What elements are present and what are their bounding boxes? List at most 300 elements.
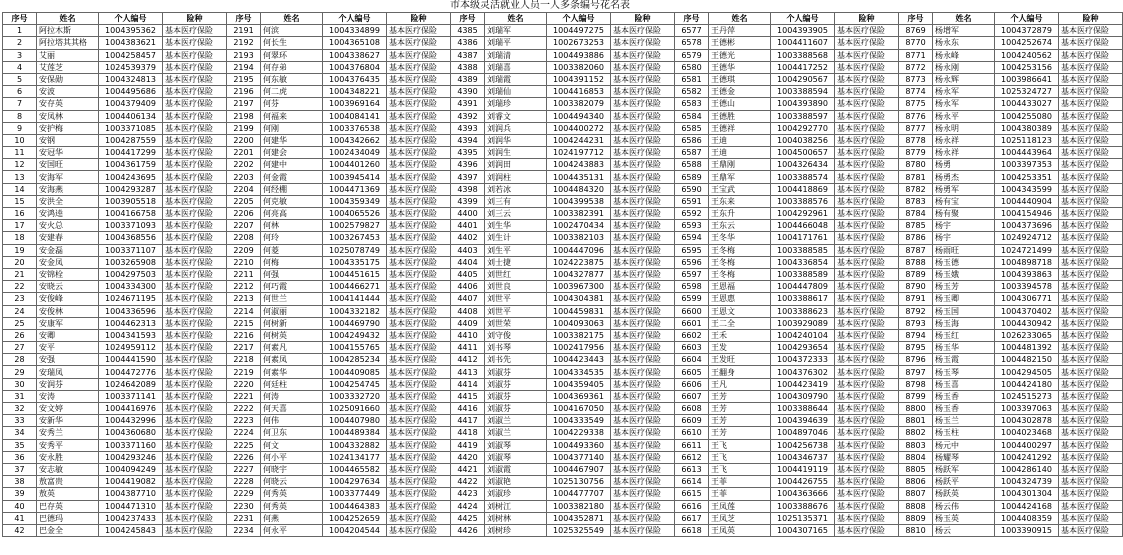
row-number-cell: 8807: [899, 488, 933, 500]
insurance-type-cell: 基本医疗保险: [611, 134, 675, 146]
personal-id-cell: 1004256738: [771, 439, 835, 451]
insurance-type-cell: 基本医疗保险: [611, 427, 675, 439]
name-cell: 何晓云: [261, 476, 323, 488]
personal-id-cell: 1004166758: [99, 208, 163, 220]
name-cell: 安凤林: [37, 110, 99, 122]
column-header: 个人编号: [995, 13, 1059, 25]
row-number-cell: 2224: [227, 427, 261, 439]
personal-id-cell: 1003382175: [547, 329, 611, 341]
insurance-type-cell: 基本医疗保险: [387, 232, 451, 244]
row-number-cell: 2212: [227, 281, 261, 293]
table-row: [3, 305, 1123, 317]
name-cell: 刘润华: [485, 134, 547, 146]
row-number-cell: 28: [3, 354, 37, 366]
insurance-type-cell: 基本医疗保险: [163, 329, 227, 341]
name-cell: 何树英: [261, 329, 323, 341]
name-cell: 杨永东: [933, 37, 995, 49]
personal-id-cell: 1025130756: [547, 476, 611, 488]
row-number-cell: 7: [3, 98, 37, 110]
name-cell: 安存英: [37, 98, 99, 110]
insurance-type-cell: 基本医疗保险: [1059, 49, 1123, 61]
personal-id-cell: 1004372879: [995, 25, 1059, 37]
row-number-cell: 29: [3, 366, 37, 378]
name-cell: 何燕: [261, 512, 323, 524]
personal-id-cell: 1004338627: [323, 49, 387, 61]
personal-id-cell: 1004334899: [323, 25, 387, 37]
name-cell: 何菱: [261, 244, 323, 256]
personal-id-cell: 1004243883: [547, 159, 611, 171]
name-cell: 刘润兵: [485, 122, 547, 134]
insurance-type-cell: 基本医疗保险: [163, 500, 227, 512]
personal-id-cell: 1004394639: [771, 415, 835, 427]
row-number-cell: 8795: [899, 342, 933, 354]
row-number-cell: 8810: [899, 524, 933, 536]
row-number-cell: 6618: [675, 524, 709, 536]
insurance-type-cell: 基本医疗保险: [1059, 159, 1123, 171]
insurance-type-cell: 基本医疗保险: [387, 293, 451, 305]
table-row: [3, 415, 1123, 427]
name-cell: 何建华: [261, 134, 323, 146]
row-number-cell: 6601: [675, 317, 709, 329]
row-number-cell: 31: [3, 390, 37, 402]
name-cell: 何廷柱: [261, 378, 323, 390]
insurance-type-cell: 基本医疗保险: [611, 403, 675, 415]
personal-id-cell: 1004324739: [995, 476, 1059, 488]
name-cell: 王德华: [709, 61, 771, 73]
personal-id-cell: 1004327877: [547, 268, 611, 280]
row-number-cell: 6: [3, 86, 37, 98]
name-cell: 何天喜: [261, 403, 323, 415]
personal-id-cell: 1004376435: [323, 73, 387, 85]
row-number-cell: 4412: [451, 354, 485, 366]
insurance-type-cell: 基本医疗保险: [163, 293, 227, 305]
personal-id-cell: 1003382391: [547, 208, 611, 220]
name-cell: 王德琪: [709, 73, 771, 85]
insurance-type-cell: 基本医疗保险: [835, 305, 899, 317]
personal-id-cell: 1004462313: [99, 317, 163, 329]
row-number-cell: 4: [3, 61, 37, 73]
row-number-cell: 2227: [227, 463, 261, 475]
insurance-type-cell: 基本医疗保险: [1059, 317, 1123, 329]
name-cell: 阿拉木斯: [37, 25, 99, 37]
insurance-type-cell: 基本医疗保险: [835, 122, 899, 134]
personal-id-cell: 1003388576: [771, 195, 835, 207]
row-number-cell: 4425: [451, 512, 485, 524]
row-number-cell: 13: [3, 171, 37, 183]
insurance-type-cell: 基本医疗保险: [163, 73, 227, 85]
name-cell: 何伟: [261, 415, 323, 427]
table-row: [3, 463, 1123, 475]
insurance-type-cell: 基本医疗保险: [1059, 183, 1123, 195]
row-number-cell: 8803: [899, 439, 933, 451]
name-cell: 王鼎军: [709, 171, 771, 183]
row-number-cell: 2231: [227, 512, 261, 524]
insurance-type-cell: 基本医疗保险: [835, 256, 899, 268]
row-number-cell: 2194: [227, 61, 261, 73]
name-cell: 王冬梅: [709, 244, 771, 256]
row-number-cell: 2203: [227, 171, 261, 183]
row-number-cell: 6596: [675, 256, 709, 268]
name-cell: 杨雨旺: [933, 244, 995, 256]
row-number-cell: 4392: [451, 110, 485, 122]
personal-id-cell: 1004297503: [99, 268, 163, 280]
insurance-type-cell: 基本医疗保险: [1059, 171, 1123, 183]
name-cell: 王德祥: [709, 122, 771, 134]
name-cell: 何滨: [261, 25, 323, 37]
name-cell: 杨勇杰: [933, 171, 995, 183]
personal-id-cell: 1003388617: [771, 293, 835, 305]
name-cell: 何翠环: [261, 49, 323, 61]
name-cell: 杨玉英: [933, 512, 995, 524]
personal-id-cell: 1004393905: [771, 25, 835, 37]
personal-id-cell: 1004451615: [323, 268, 387, 280]
personal-id-cell: 1004399538: [547, 195, 611, 207]
row-number-cell: 2195: [227, 73, 261, 85]
column-header: 序号: [675, 13, 709, 25]
personal-id-cell: 1003388594: [771, 86, 835, 98]
personal-id-cell: 1003382079: [547, 98, 611, 110]
name-cell: 安康军: [37, 317, 99, 329]
name-cell: 刘润田: [485, 159, 547, 171]
personal-id-cell: 1004443964: [995, 147, 1059, 159]
name-cell: 安海军: [37, 171, 99, 183]
personal-id-cell: 1003377449: [323, 488, 387, 500]
name-cell: 安秀平: [37, 439, 99, 451]
column-header: 序号: [227, 13, 261, 25]
row-number-cell: 4407: [451, 293, 485, 305]
name-cell: 杨玉柱: [933, 427, 995, 439]
name-cell: 何世兰: [261, 293, 323, 305]
insurance-type-cell: 基本医疗保险: [611, 122, 675, 134]
personal-id-cell: 1002673253: [547, 37, 611, 49]
insurance-type-cell: 基本医疗保险: [611, 268, 675, 280]
personal-id-cell: 1003371160: [99, 439, 163, 451]
row-number-cell: 8799: [899, 390, 933, 402]
row-number-cell: 4401: [451, 220, 485, 232]
personal-id-cell: 1004406134: [99, 110, 163, 122]
insurance-type-cell: 基本医疗保险: [163, 463, 227, 475]
personal-id-cell: 1003388585: [771, 244, 835, 256]
insurance-type-cell: 基本医疗保险: [163, 366, 227, 378]
insurance-type-cell: 基本医疗保险: [835, 147, 899, 159]
personal-id-cell: 1004304381: [547, 293, 611, 305]
insurance-type-cell: 基本医疗保险: [163, 232, 227, 244]
insurance-type-cell: 基本医疗保险: [835, 500, 899, 512]
name-cell: 杨玉德: [933, 256, 995, 268]
insurance-type-cell: 基本医疗保险: [387, 98, 451, 110]
insurance-type-cell: 基本医疗保险: [387, 415, 451, 427]
row-number-cell: 6600: [675, 305, 709, 317]
personal-id-cell: 1003388644: [771, 403, 835, 415]
insurance-type-cell: 基本医疗保险: [387, 86, 451, 98]
row-number-cell: 4424: [451, 500, 485, 512]
insurance-type-cell: 基本医疗保险: [163, 256, 227, 268]
table-row: [3, 86, 1123, 98]
row-number-cell: 6583: [675, 98, 709, 110]
insurance-type-cell: 基本医疗保险: [611, 329, 675, 341]
personal-id-cell: 1004241292: [995, 451, 1059, 463]
personal-id-cell: 1004297634: [323, 476, 387, 488]
name-cell: 杨永明: [933, 122, 995, 134]
insurance-type-cell: 基本医疗保险: [611, 281, 675, 293]
name-cell: 王迪: [709, 147, 771, 159]
row-number-cell: 4395: [451, 147, 485, 159]
row-number-cell: 18: [3, 232, 37, 244]
insurance-type-cell: 基本医疗保险: [163, 415, 227, 427]
name-cell: 何克敏: [261, 195, 323, 207]
name-cell: 王德山: [709, 98, 771, 110]
insurance-type-cell: 基本医疗保险: [835, 512, 899, 524]
table-row: [3, 488, 1123, 500]
name-cell: 何芬: [261, 98, 323, 110]
personal-id-cell: 1004348221: [323, 86, 387, 98]
name-cell: 何素华: [261, 366, 323, 378]
insurance-type-cell: 基本医疗保险: [163, 305, 227, 317]
personal-id-cell: 1024721499: [995, 244, 1059, 256]
row-number-cell: 4390: [451, 86, 485, 98]
insurance-type-cell: 基本医疗保险: [163, 439, 227, 451]
row-number-cell: 2197: [227, 98, 261, 110]
name-cell: 杨云: [933, 524, 995, 536]
row-number-cell: 8796: [899, 354, 933, 366]
personal-id-cell: 1003267453: [323, 232, 387, 244]
personal-id-cell: 1004253351: [995, 171, 1059, 183]
insurance-type-cell: 基本医疗保险: [611, 415, 675, 427]
row-number-cell: 8784: [899, 208, 933, 220]
row-number-cell: 38: [3, 476, 37, 488]
name-cell: 阿拉塔其其格: [37, 37, 99, 49]
personal-id-cell: 1004423443: [547, 354, 611, 366]
name-cell: 何刚: [261, 122, 323, 134]
personal-id-cell: 1004244231: [547, 134, 611, 146]
row-number-cell: 10: [3, 134, 37, 146]
row-number-cell: 2217: [227, 342, 261, 354]
name-cell: 王芳: [709, 415, 771, 427]
name-cell: 杨耀琴: [933, 451, 995, 463]
name-cell: 何秀英: [261, 500, 323, 512]
column-header: 姓名: [933, 13, 995, 25]
row-number-cell: 26: [3, 329, 37, 341]
row-number-cell: 4418: [451, 427, 485, 439]
personal-id-cell: 1004326434: [771, 159, 835, 171]
insurance-type-cell: 基本医疗保险: [835, 61, 899, 73]
row-number-cell: 6598: [675, 281, 709, 293]
name-cell: 何亮高: [261, 208, 323, 220]
row-number-cell: 8781: [899, 171, 933, 183]
row-number-cell: 8779: [899, 147, 933, 159]
name-cell: 何涛: [261, 390, 323, 402]
row-number-cell: 8783: [899, 195, 933, 207]
personal-id-cell: 1004369361: [547, 390, 611, 402]
personal-id-cell: 1004467907: [547, 463, 611, 475]
name-cell: 何玲: [261, 232, 323, 244]
insurance-type-cell: 基本医疗保险: [163, 134, 227, 146]
row-number-cell: 4402: [451, 232, 485, 244]
table-row: [3, 451, 1123, 463]
personal-id-cell: 1003929089: [771, 317, 835, 329]
row-number-cell: 2213: [227, 293, 261, 305]
personal-id-cell: 1004419119: [771, 463, 835, 475]
insurance-type-cell: 基本医疗保险: [835, 171, 899, 183]
name-cell: 何长生: [261, 37, 323, 49]
table-row: [3, 268, 1123, 280]
insurance-type-cell: 基本医疗保险: [1059, 342, 1123, 354]
insurance-type-cell: 基本医疗保险: [1059, 98, 1123, 110]
name-cell: 何建中: [261, 159, 323, 171]
personal-id-cell: 1003967300: [547, 281, 611, 293]
personal-id-cell: 1004416976: [99, 403, 163, 415]
insurance-type-cell: 基本医疗保险: [387, 195, 451, 207]
row-number-cell: 40: [3, 500, 37, 512]
name-cell: 何卫东: [261, 427, 323, 439]
row-number-cell: 2222: [227, 403, 261, 415]
insurance-type-cell: 基本医疗保险: [163, 378, 227, 390]
row-number-cell: 4421: [451, 463, 485, 475]
personal-id-cell: 1004400272: [547, 122, 611, 134]
name-cell: 何经棚: [261, 183, 323, 195]
row-number-cell: 4398: [451, 183, 485, 195]
column-header: 个人编号: [771, 13, 835, 25]
name-cell: 杨宇: [933, 220, 995, 232]
table-row: [3, 220, 1123, 232]
row-number-cell: 8791: [899, 293, 933, 305]
insurance-type-cell: 基本医疗保险: [1059, 439, 1123, 451]
personal-id-cell: 1004204544: [323, 524, 387, 536]
insurance-type-cell: 基本医疗保险: [1059, 305, 1123, 317]
name-cell: 敖英: [37, 488, 99, 500]
name-cell: 刘瑞珍: [485, 98, 547, 110]
insurance-type-cell: 基本医疗保险: [835, 354, 899, 366]
insurance-type-cell: 基本医疗保险: [387, 512, 451, 524]
row-number-cell: 2202: [227, 159, 261, 171]
row-number-cell: 2192: [227, 37, 261, 49]
row-number-cell: 4420: [451, 451, 485, 463]
row-number-cell: 16: [3, 208, 37, 220]
insurance-type-cell: 基本医疗保险: [611, 305, 675, 317]
insurance-type-cell: 基本医疗保险: [611, 159, 675, 171]
name-cell: 杨玉琴: [933, 366, 995, 378]
personal-id-cell: 1004489384: [323, 427, 387, 439]
column-header: 个人编号: [547, 13, 611, 25]
row-number-cell: 8788: [899, 256, 933, 268]
insurance-type-cell: 基本医疗保险: [163, 37, 227, 49]
personal-id-cell: 1025091660: [323, 403, 387, 415]
table-row: [3, 98, 1123, 110]
personal-id-cell: 1004416853: [547, 86, 611, 98]
row-number-cell: 33: [3, 415, 37, 427]
personal-id-cell: 1004141444: [323, 293, 387, 305]
insurance-type-cell: 基本医疗保险: [163, 171, 227, 183]
personal-id-cell: 1003388597: [771, 110, 835, 122]
row-number-cell: 4422: [451, 476, 485, 488]
insurance-type-cell: 基本医疗保险: [1059, 122, 1123, 134]
row-number-cell: 20: [3, 256, 37, 268]
name-cell: 安金凤: [37, 256, 99, 268]
personal-id-cell: 1004093063: [547, 317, 611, 329]
personal-id-cell: 1004417252: [771, 61, 835, 73]
insurance-type-cell: 基本医疗保险: [1059, 476, 1123, 488]
personal-id-cell: 1024223875: [547, 256, 611, 268]
row-number-cell: 4396: [451, 159, 485, 171]
row-number-cell: 2215: [227, 317, 261, 329]
column-header: 个人编号: [323, 13, 387, 25]
name-cell: 刘瑞平: [485, 37, 547, 49]
name-cell: 刘淑芬: [485, 390, 547, 402]
name-cell: 王德金: [709, 86, 771, 98]
personal-id-cell: 1004286140: [995, 463, 1059, 475]
personal-id-cell: 1004253156: [995, 61, 1059, 73]
personal-id-cell: 1004341593: [99, 329, 163, 341]
row-number-cell: 19: [3, 244, 37, 256]
name-cell: 王芳: [709, 403, 771, 415]
name-cell: 王东升: [709, 208, 771, 220]
insurance-type-cell: 基本医疗保险: [611, 256, 675, 268]
insurance-type-cell: 基本医疗保险: [835, 195, 899, 207]
insurance-type-cell: 基本医疗保险: [387, 463, 451, 475]
personal-id-cell: 1004430942: [995, 317, 1059, 329]
personal-id-cell: 1004466271: [323, 281, 387, 293]
insurance-type-cell: 基本医疗保险: [163, 488, 227, 500]
table-row: [3, 25, 1123, 37]
insurance-type-cell: 基本医疗保险: [387, 110, 451, 122]
row-number-cell: 8798: [899, 378, 933, 390]
row-number-cell: 6587: [675, 147, 709, 159]
name-cell: 杨玉红: [933, 329, 995, 341]
name-cell: 杨玉兰: [933, 415, 995, 427]
personal-id-cell: 1004171761: [771, 232, 835, 244]
row-number-cell: 8777: [899, 122, 933, 134]
row-number-cell: 8769: [899, 25, 933, 37]
name-cell: 何树新: [261, 317, 323, 329]
personal-id-cell: 1004484320: [547, 183, 611, 195]
row-number-cell: 6599: [675, 293, 709, 305]
personal-id-cell: 1004411607: [771, 37, 835, 49]
insurance-type-cell: 基本医疗保险: [611, 220, 675, 232]
insurance-type-cell: 基本医疗保险: [163, 390, 227, 402]
name-cell: 安永胜: [37, 451, 99, 463]
insurance-type-cell: 基本医疗保险: [1059, 244, 1123, 256]
name-cell: 杨玉喜: [933, 378, 995, 390]
insurance-type-cell: 基本医疗保险: [1059, 220, 1123, 232]
row-number-cell: 36: [3, 451, 37, 463]
personal-id-cell: 1003388589: [771, 268, 835, 280]
column-header: 姓名: [37, 13, 99, 25]
column-header: 险种: [387, 13, 451, 25]
insurance-type-cell: 基本医疗保险: [611, 208, 675, 220]
roster-table: [2, 12, 1123, 537]
row-number-cell: 6592: [675, 208, 709, 220]
personal-id-cell: 1025078749: [323, 244, 387, 256]
personal-id-cell: 1004477707: [547, 488, 611, 500]
insurance-type-cell: 基本医疗保险: [611, 171, 675, 183]
table-row: [3, 110, 1123, 122]
personal-id-cell: 1004465582: [323, 463, 387, 475]
insurance-type-cell: 基本医疗保险: [1059, 403, 1123, 415]
insurance-type-cell: 基本医疗保险: [611, 37, 675, 49]
personal-id-cell: 1004447096: [547, 244, 611, 256]
row-number-cell: 2206: [227, 208, 261, 220]
insurance-type-cell: 基本医疗保险: [163, 427, 227, 439]
personal-id-cell: 1003265908: [99, 256, 163, 268]
row-number-cell: 34: [3, 427, 37, 439]
name-cell: 安洪全: [37, 195, 99, 207]
insurance-type-cell: 基本医疗保险: [835, 488, 899, 500]
personal-id-cell: 1004379409: [99, 98, 163, 110]
name-cell: 刘生计: [485, 232, 547, 244]
insurance-type-cell: 基本医疗保险: [835, 463, 899, 475]
personal-id-cell: 1004377140: [547, 451, 611, 463]
row-number-cell: 4419: [451, 439, 485, 451]
